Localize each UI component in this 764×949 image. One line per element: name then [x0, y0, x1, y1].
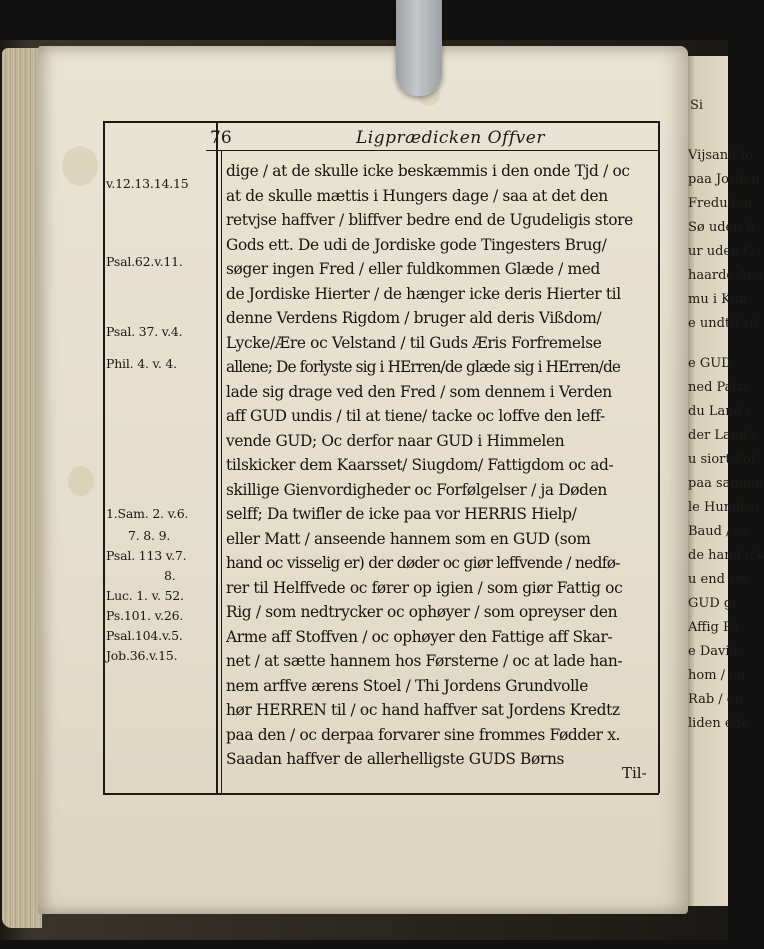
facing-line: Vijsand fo [688, 148, 754, 163]
frame-left-rule [103, 121, 105, 793]
catchword: Til- [622, 764, 647, 782]
text-line: tilskicker dem Kaarsset/ Siugdom/ Fattigdom oc ad- [226, 456, 614, 474]
margin-note: v.12.13.14.15 [106, 176, 189, 191]
facing-line: e undtil sit [688, 316, 759, 331]
facing-line: du Land / [688, 404, 751, 419]
bookmark-ribbon [396, 0, 442, 96]
page-stain [68, 466, 94, 496]
facing-page-lines [684, 56, 764, 906]
facing-page-header: Si [690, 98, 704, 113]
page-stain [62, 146, 98, 186]
facing-line: mu i Kun [688, 292, 748, 307]
text-line: Rig / som nedtrycker oc ophøyer / som opreyser den [226, 603, 618, 621]
margin-note: Psal.62.v.11. [106, 254, 183, 269]
text-line: Gods ett. De udi de Jordiske gode Tingesters Brug/ [226, 235, 607, 254]
facing-line: e GUD [688, 356, 732, 371]
frame-right-rule [658, 121, 660, 793]
margin-note: Psal.104.v.5. [106, 628, 183, 643]
facing-line: haarde Ans [688, 268, 763, 283]
text-line: allene; De forlyste sig i HErren/de glæde sig i HErren/de [226, 358, 621, 376]
text-line: hør HERREN til / oc hand haffver sat Jordens Kredtz [226, 701, 620, 719]
facing-line: liden effe [688, 716, 750, 731]
text-line: Saadan haffver de allerhelligste GUDS Børns [226, 750, 565, 768]
facing-line: paa samme [688, 476, 763, 491]
facing-line: hom / en [688, 668, 746, 683]
margin-note: Job.36.v.15. [106, 648, 178, 663]
facing-line: der Land / [688, 428, 756, 443]
text-line: søger ingen Fred / eller fuldkommen Glæde / med [226, 260, 601, 278]
text-line: aff GUD undis / til at tiene/ tacke oc loffve den leff- [226, 407, 605, 425]
text-line: net / at sætte hannem hos Førsterne / oc at lade han- [226, 652, 623, 670]
margin-note: Phil. 4. v. 4. [106, 356, 177, 371]
text-line: de Jordiske Hierter / de hænger icke deris Hierter til [226, 284, 621, 303]
running-title: Ligprædicken Offver [356, 128, 545, 148]
margin-note: Psal. 37. v.4. [106, 324, 183, 339]
text-line: at de skulle mættis i Hungers dage / saa at det den [226, 186, 608, 205]
margin-note: Ps.101. v.26. [106, 608, 184, 623]
facing-line: Baud / oc [688, 524, 750, 539]
text-line: hand oc visselig er) der døder oc giør leffvende / nedfø- [226, 554, 620, 572]
text-line: lade sig drage ved den Fred / som dennem i Verden [226, 382, 612, 401]
facing-line: Freduden [688, 196, 753, 211]
margin-note: Psal. 113 v.7. [106, 548, 187, 563]
margin-note: Luc. 1. v. 52. [106, 588, 184, 603]
text-line: Lycke/Ære oc Velstand / til Guds Æris Forfremelse [226, 333, 602, 352]
running-head [206, 126, 656, 154]
margin-note: 1.Sam. 2. v.6. [106, 506, 189, 521]
facing-line: Sø uden S [688, 220, 755, 235]
page-edges [2, 48, 42, 928]
margin-note: 7. 8. 9. [128, 528, 171, 543]
facing-line: ned Patri [688, 380, 749, 395]
text-line: nem arffve ærens Stoel / Thi Jordens Grundvolle [226, 676, 588, 695]
text-line: retvjse haffver / bliffver bedre end de Ugudeligis store [226, 211, 633, 229]
margin-rule [221, 150, 222, 793]
facing-line: paa Jorden [688, 172, 760, 187]
facing-line: GUD gi [688, 596, 737, 611]
facing-line: de hand ick [688, 548, 764, 563]
facing-line: Affig Pa [688, 620, 739, 635]
facing-line: u siort Fol [688, 452, 756, 467]
page-number: 76 [210, 128, 232, 148]
text-line: selff; Da twifler de icke paa vor HERRIS Hielp/ [226, 505, 577, 523]
text-line: denne Verdens Rigdom / bruger ald deris Vißdom/ [226, 309, 602, 327]
text-line: rer til Helffvede oc fører op igien / som giør Fattig oc [226, 578, 623, 597]
facing-line: ur uden G [688, 244, 754, 259]
text-line: Arme aff Stoffven / oc ophøyer den Fattige aff Skar- [226, 627, 613, 646]
text-line: eller Matt / anseende hannem som en GUD (som [226, 529, 591, 548]
text-line: paa den / oc derpaa forvarer sine frommes Fødder x. [226, 725, 621, 744]
text-line: vende GUD; Oc derfor naar GUD i Himmelen [226, 431, 565, 450]
margin-rule [216, 121, 218, 793]
facing-line: Rab / en [688, 692, 743, 707]
facing-line: le Hundret [688, 500, 760, 515]
facing-line: e Davids [688, 644, 745, 659]
text-line: skillige Gienvordigheder oc Forfølgelser / ja Døden [226, 480, 607, 499]
facing-line: u end sty [688, 572, 749, 587]
margin-note: 8. [164, 568, 176, 583]
text-line: dige / at de skulle icke beskæmmis i den onde Tjd / oc [226, 162, 630, 180]
